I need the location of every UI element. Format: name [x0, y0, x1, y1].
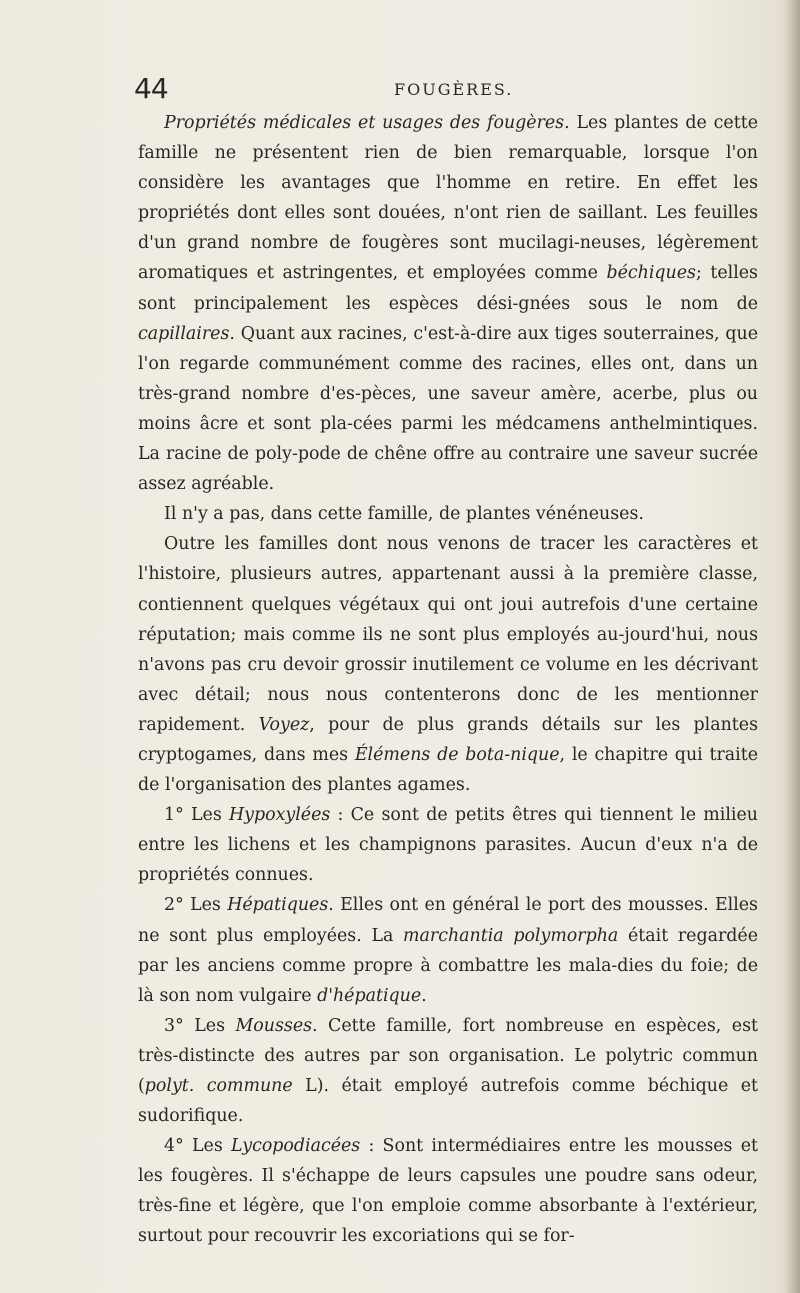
- text-run: , le chapitre qui traite de l'organisation des plantes agames.: [138, 744, 758, 796]
- paragraph: [138, 1131, 758, 1251]
- text-run: Outre les familles dont nous venons de tracer les caractères et l'histoire, plusieurs autres, appartenant aussi à la première classe, contiennent quelques végétaux qui ont joui autrefois d'une certaine réputation; mais comme ils ne sont plus employés au-jourd'hui, nous n'avons pas cru devoir grossir inutilement ce volume en les décrivant avec détail; nous nous contenterons donc de les mentionner rapidement.: [138, 534, 758, 735]
- running-title: FOUGÈRES.: [394, 80, 514, 99]
- text-run: 2° Les: [164, 895, 228, 916]
- italic-run: Lycopodiacées: [231, 1136, 361, 1157]
- italic-run: Voyez: [258, 714, 310, 735]
- body-text: [138, 108, 758, 1252]
- italic-run: béchiques: [606, 263, 696, 284]
- text-run: Les plantes de cette famille ne présentent rien de bien remarquable, lorsque l'on considère les avantages que l'homme en retire. En effet les propriétés dont elles sont douées, n'ont rien de saillant. Les feuilles d'un grand nombre de fougères sont mucilagi-neuses, légèrement aromatiques et astringentes, et employées comme: [138, 113, 758, 284]
- text-run: .: [421, 985, 427, 1006]
- italic-run: Propriétés médicales et usages des fougères.: [164, 113, 570, 133]
- italic-run: Hypoxylées: [229, 805, 331, 826]
- paragraph: [138, 800, 758, 890]
- text-run: Il n'y a pas, dans cette famille, de plantes vénéneuses.: [164, 504, 644, 525]
- italic-run: Élémens de bota-nique: [354, 744, 560, 765]
- text-run: . Elles ont en général le port des mousses. Elles ne sont plus employées. La: [138, 895, 758, 946]
- page-number: 44: [134, 72, 168, 105]
- text-run: . Cette famille, fort nombreuse en espèces, est très-distincte des autres par son organisation. Le polytric commun (: [138, 1015, 758, 1096]
- text-run: 3° Les: [164, 1015, 236, 1036]
- italic-run: polyt. commune: [144, 1076, 293, 1096]
- page-header: [134, 72, 754, 112]
- text-run: : Sont intermédiaires entre les mousses et les fougères. Il s'échappe de leurs capsules une poudre sans odeur, très-fine et légère, que l'on emploie comme absorbante à l'extérieur, surtout pour recouvrir les excoriations qui se for-: [138, 1136, 758, 1247]
- paragraph: [138, 890, 758, 1010]
- italic-run: capillaires: [138, 323, 230, 344]
- italic-run: d'hépatique: [317, 985, 422, 1006]
- text-run: : Ce sont de petits êtres qui tiennent le milieu entre les lichens et les champignons parasites. Aucun d'eux n'a de propriétés connues.: [138, 805, 758, 886]
- text-run: 4° Les: [164, 1136, 232, 1157]
- italic-run: Hépatiques: [227, 895, 329, 916]
- italic-run: Mousses: [235, 1015, 313, 1036]
- italic-run: marchantia polymorpha: [403, 925, 619, 946]
- page-edge-shadow: [784, 0, 800, 1293]
- text-run: ; telles sont principalement les espèces dési-gnées sous le nom de: [138, 263, 758, 314]
- text-run: . Quant aux racines, c'est-à-dire aux tiges souterraines, que l'on regarde communément comme des racines, elles ont, dans un très-grand nombre d'es-pèces, une saveur amère, acerbe, plus ou moins âcre et sont pla-cées parmi les médcamens anthelmintiques. La racine de poly-pode de chêne offre au contraire une saveur sucrée assez agréable.: [138, 323, 758, 495]
- text-run: 1° Les: [164, 805, 229, 826]
- paragraph: [138, 529, 758, 800]
- text-run: L). était employé autrefois comme béchique et sudorifique.: [138, 1076, 759, 1127]
- text-run: , pour de plus grands détails sur les plantes cryptogames, dans mes: [138, 714, 758, 765]
- text-run: était regardée par les anciens comme propre à combattre les mala-dies du foie; de là son nom vulgaire: [138, 925, 758, 1006]
- paragraph: [138, 1011, 758, 1131]
- paragraph: [138, 499, 758, 529]
- paragraph: [138, 108, 758, 499]
